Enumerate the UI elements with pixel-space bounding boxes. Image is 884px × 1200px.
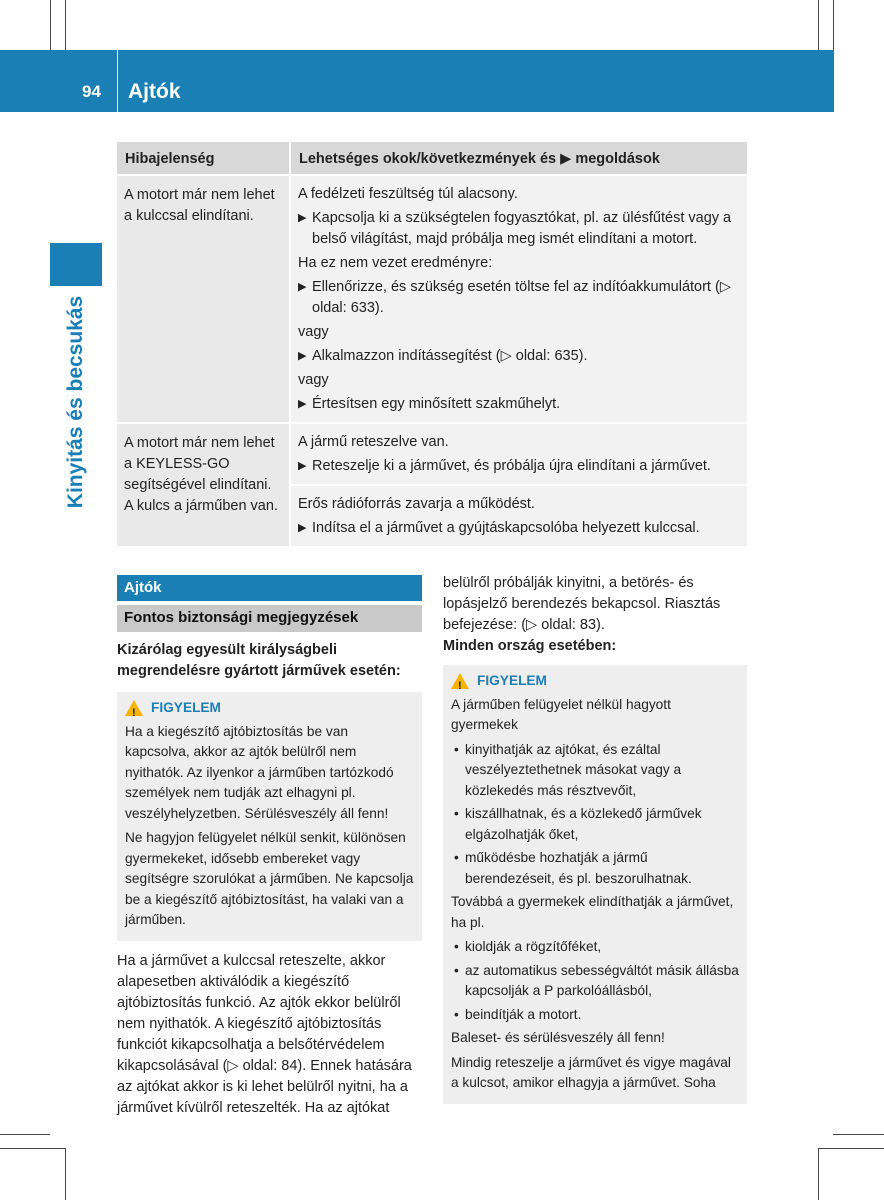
crop-mark (65, 1148, 66, 1200)
list-item: • beindítják a motort. (451, 1005, 739, 1026)
warning-paragraph: Baleset- és sérülésveszély áll fenn! (451, 1030, 665, 1045)
warning-paragraph: Továbbá a gyermekek elindíthatják a járművet, ha pl. (451, 894, 734, 930)
side-section-label: Kinyitás és becsukás (64, 295, 87, 509)
warning-paragraph: Mindig reteszelje a járművet és vigye magával a kulcsot, amikor elhagyja a járművet. Soha (451, 1054, 731, 1090)
table-row (117, 422, 747, 546)
list-item: • működésbe hozhatják a jármű berendezéseit, és pl. beszorulhatnak. (451, 848, 739, 889)
crop-mark (833, 0, 834, 50)
crop-mark (65, 0, 66, 50)
warning-title (451, 671, 739, 692)
crop-mark (0, 1148, 65, 1149)
left-column (117, 575, 422, 1119)
body-paragraph: Ha a járművet a kulccsal reteszelte, akkor alapesetben aktiválódik a kiegészítő ajtóbiztosítás funkció. Az ajtók ekkor belülről nem nyithatók. A kiegészítő ajtóbiztosítás funkciót kikapcsolhatja a belsőtérvédelem kikapcsolásával (▷ oldal: 84). Ennek hatására az ajtókat akkor is ki lehet belülről nyitni, ha a járművet kívülről reteszelték. Ha az ajtókat (117, 952, 412, 1116)
list-item: • az automatikus sebességváltót másik állásba kapcsolják a P parkolóállásból, (451, 961, 739, 1002)
crop-mark (818, 0, 819, 50)
troubleshooting-table (117, 142, 747, 546)
warning-box (443, 665, 747, 1104)
section-heading: Ajtók (117, 575, 422, 601)
warning-triangle-icon: ! (451, 673, 469, 689)
right-column (443, 573, 747, 1104)
warning-title-text: FIGYELEM (477, 673, 547, 688)
warning-paragraph: Ha a kiegészítő ajtóbiztosítás be van kapcsolva, akkor az ajtók belülről nem nyithatók. Az ilyenkor a járműben tartózkodó személyek nem tudják azt elhagyni pl. veszélyhelyzetben. Sérülésveszély áll fenn! (125, 723, 394, 821)
crop-mark (833, 1134, 884, 1135)
warning-paragraph: A járműben felügyelet nélkül hagyott gyermekek (451, 696, 671, 732)
problem-cell: A motort már nem lehet a KEYLESS-GO segítségével elindítani. A kulcs a járműben van. (117, 424, 289, 546)
cause-text: Erős rádióforrás zavarja a működést. (298, 496, 535, 512)
cause-text: A jármű reteszelve van. (298, 434, 449, 450)
or-text: vagy (298, 324, 329, 340)
action-step: ▶ Alkalmazzon indítássegítést (▷ oldal: 635). (298, 346, 739, 367)
list-item: • kinyithatják az ajtókat, és ezáltal veszélyeztethetnek másokat vagy a közlekedés más résztvevőit, (451, 740, 739, 802)
table-header-problem: Hibajelenség (117, 142, 289, 174)
warning-paragraph: Ne hagyjon felügyelet nélkül senkit, különösen gyermekeket, idősebb embereket vagy segítségre szorulókat a járműben. Ne kapcsolja be a kiegészítő ajtóbiztosítást, ha valaki van a járműben. (125, 830, 414, 927)
action-step: ▶ Reteszelje ki a járművet, és próbálja újra elindítani a járművet. (298, 456, 739, 477)
warning-box (117, 692, 422, 941)
warning-title-text: FIGYELEM (151, 700, 221, 715)
action-step: ▶ Indítsa el a járművet a gyújtáskapcsolóba helyezett kulccsal. (298, 518, 739, 539)
action-step: ▶ Kapcsolja ki a szükségtelen fogyasztókat, pl. az ülésfűtést vagy a belső világítást, majd próbálja meg ismét elindítani a motort. (298, 208, 739, 250)
subheading-text: Minden ország esetében: (443, 638, 617, 654)
subsection-heading: Fontos biztonsági megjegyzések (117, 605, 422, 632)
list-item: • kiszállhatnak, és a közlekedő járművek elgázolhatják őket, (451, 804, 739, 845)
action-step: ▶ Ellenőrizze, és szükség esetén töltse fel az indítóakkumulátort (▷ oldal: 633). (298, 277, 739, 319)
cause-text: Ha ez nem vezet eredményre: (298, 255, 493, 271)
table-header-row (117, 142, 747, 174)
page-number: 94 (82, 82, 101, 101)
warning-triangle-icon: ! (125, 700, 143, 716)
header-bar (0, 50, 834, 112)
intro-bold-text: Kizárólag egyesült királyságbeli megrendelésre gyártott járművek esetén: (117, 642, 401, 679)
table-row (117, 174, 747, 422)
cause-text: A fedélzeti feszültség túl alacsony. (298, 186, 518, 202)
header-divider (117, 50, 118, 112)
crop-mark (0, 1134, 50, 1135)
list-item: • kioldják a rögzítőféket, (451, 937, 739, 958)
solution-cell (291, 176, 747, 422)
crop-mark (818, 1148, 819, 1200)
crop-mark (50, 0, 51, 50)
side-tab-marker (50, 243, 102, 286)
body-paragraph: belülről próbálják kinyitni, a betörés- és lopásjelző berendezés bekapcsol. Riasztás befejezése: (▷ oldal: 83). (443, 575, 721, 633)
or-text: vagy (298, 372, 329, 388)
solution-cell (291, 424, 747, 546)
table-header-solutions: Lehetséges okok/következmények és ▶ megoldások (291, 142, 747, 174)
action-step: ▶ Értesítsen egy minősített szakműhelyt. (298, 394, 739, 415)
chapter-title: Ajtók (128, 80, 181, 103)
crop-mark (818, 1148, 884, 1149)
problem-cell: A motort már nem lehet a kulccsal elindítani. (117, 176, 289, 422)
warning-title (125, 698, 414, 719)
